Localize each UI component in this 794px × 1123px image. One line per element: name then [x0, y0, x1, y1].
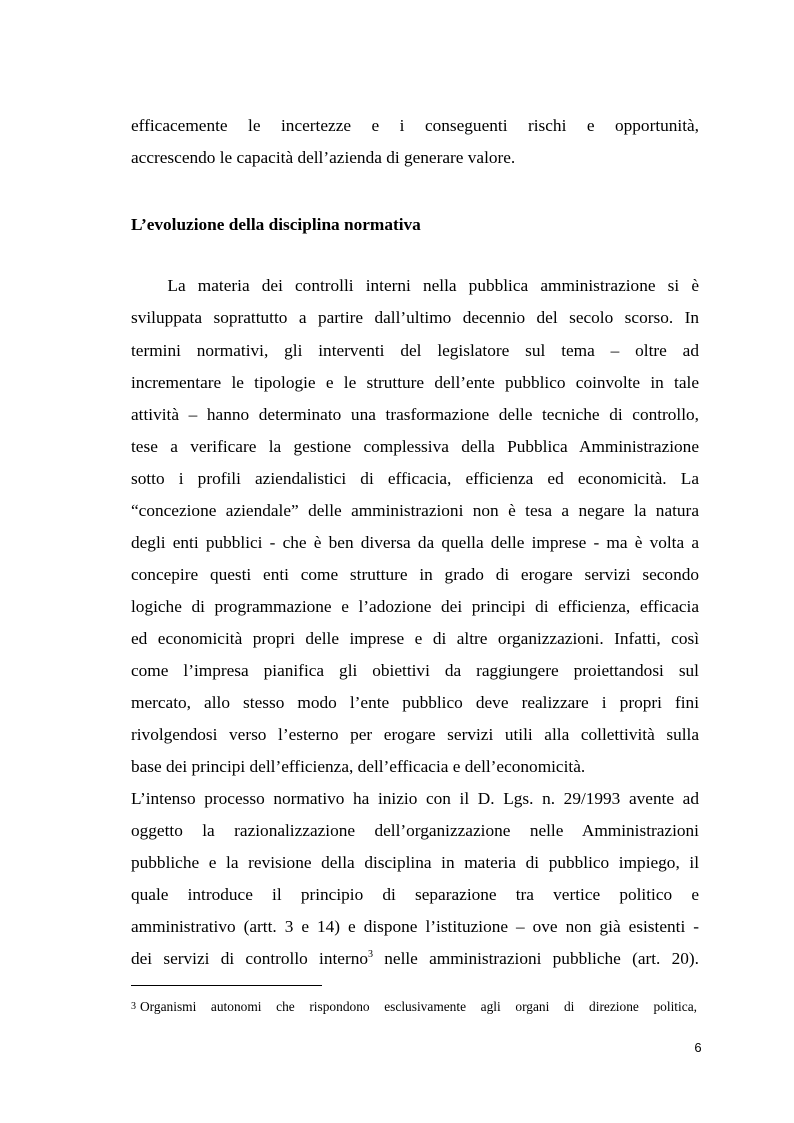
- body-text-line: accrescendo le capacità dell’azienda di generare valore.: [131, 148, 516, 167]
- paragraph-line: ed economicità propri delle imprese e di altre organizzazioni. Infatti, così: [131, 629, 699, 648]
- paragraph-line: oggetto la razionalizzazione dell’organizzazione nelle Amministrazioni: [131, 821, 699, 840]
- paragraph-line: La materia dei controlli interni nella pubblica amministrazione si è: [131, 276, 699, 295]
- paragraph-line: mercato, allo stesso modo l’ente pubblico deve realizzare i propri fini: [131, 693, 699, 712]
- paragraph-line: degli enti pubblici - che è ben diversa da quella delle imprese - ma è volta a: [131, 533, 699, 552]
- page-number: 6: [694, 1040, 702, 1055]
- paragraph-line: termini normativi, gli interventi del legislatore sul tema – oltre ad: [131, 341, 699, 360]
- paragraph-line: amministrativo (artt. 3 e 14) e dispone l’istituzione – ove non già esistenti -: [131, 917, 699, 936]
- paragraph-line: [131, 948, 699, 970]
- footnote-reference: 3: [368, 949, 373, 960]
- paragraph-text: dei servizi di controllo interno: [131, 949, 368, 968]
- paragraph-line: sotto i profili aziendalistici di efficacia, efficienza ed economicità. La: [131, 469, 699, 488]
- paragraph-line: “concezione aziendale” delle amministrazioni non è tesa a negare la natura: [131, 501, 699, 520]
- paragraph-line: rivolgendosi verso l’esterno per erogare servizi utili alla collettività sulla: [131, 725, 699, 744]
- paragraph-line: pubbliche e la revisione della disciplina in materia di pubblico impiego, il: [131, 853, 699, 872]
- body-text-line: efficacemente le incertezze e i conseguenti rischi e opportunità,: [131, 116, 699, 135]
- paragraph-text: nelle amministrazioni pubbliche (art. 20).: [373, 949, 699, 968]
- paragraph-line: attività – hanno determinato una trasformazione delle tecniche di controllo,: [131, 405, 699, 424]
- paragraph-line: come l’impresa pianifica gli obiettivi da raggiungere proiettandosi sul: [131, 661, 699, 680]
- paragraph-line: base dei principi dell’efficienza, dell’efficacia e dell’economicità.: [131, 757, 586, 776]
- paragraph-line: logiche di programmazione e l’adozione dei principi di efficienza, efficacia: [131, 597, 699, 616]
- section-heading: L’evoluzione della disciplina normativa: [131, 215, 421, 234]
- paragraph-line: sviluppata soprattutto a partire dall’ultimo decennio del secolo scorso. In: [131, 308, 699, 327]
- paragraph-line: quale introduce il principio di separazione tra vertice politico e: [131, 885, 699, 904]
- footnote-separator: [131, 985, 322, 986]
- footnote: [131, 998, 697, 1016]
- paragraph-line: tese a verificare la gestione complessiva della Pubblica Amministrazione: [131, 437, 699, 456]
- paragraph-line: incrementare le tipologie e le strutture dell’ente pubblico coinvolte in tale: [131, 373, 699, 392]
- paragraph-line: concepire questi enti come strutture in grado di erogare servizi secondo: [131, 565, 699, 584]
- footnote-text: Organismi autonomi che rispondono esclusivamente agli organi di direzione politica,: [140, 999, 697, 1014]
- paragraph-line: L’intenso processo normativo ha inizio con il D. Lgs. n. 29/1993 avente ad: [131, 789, 699, 808]
- footnote-marker: 3: [131, 1001, 136, 1012]
